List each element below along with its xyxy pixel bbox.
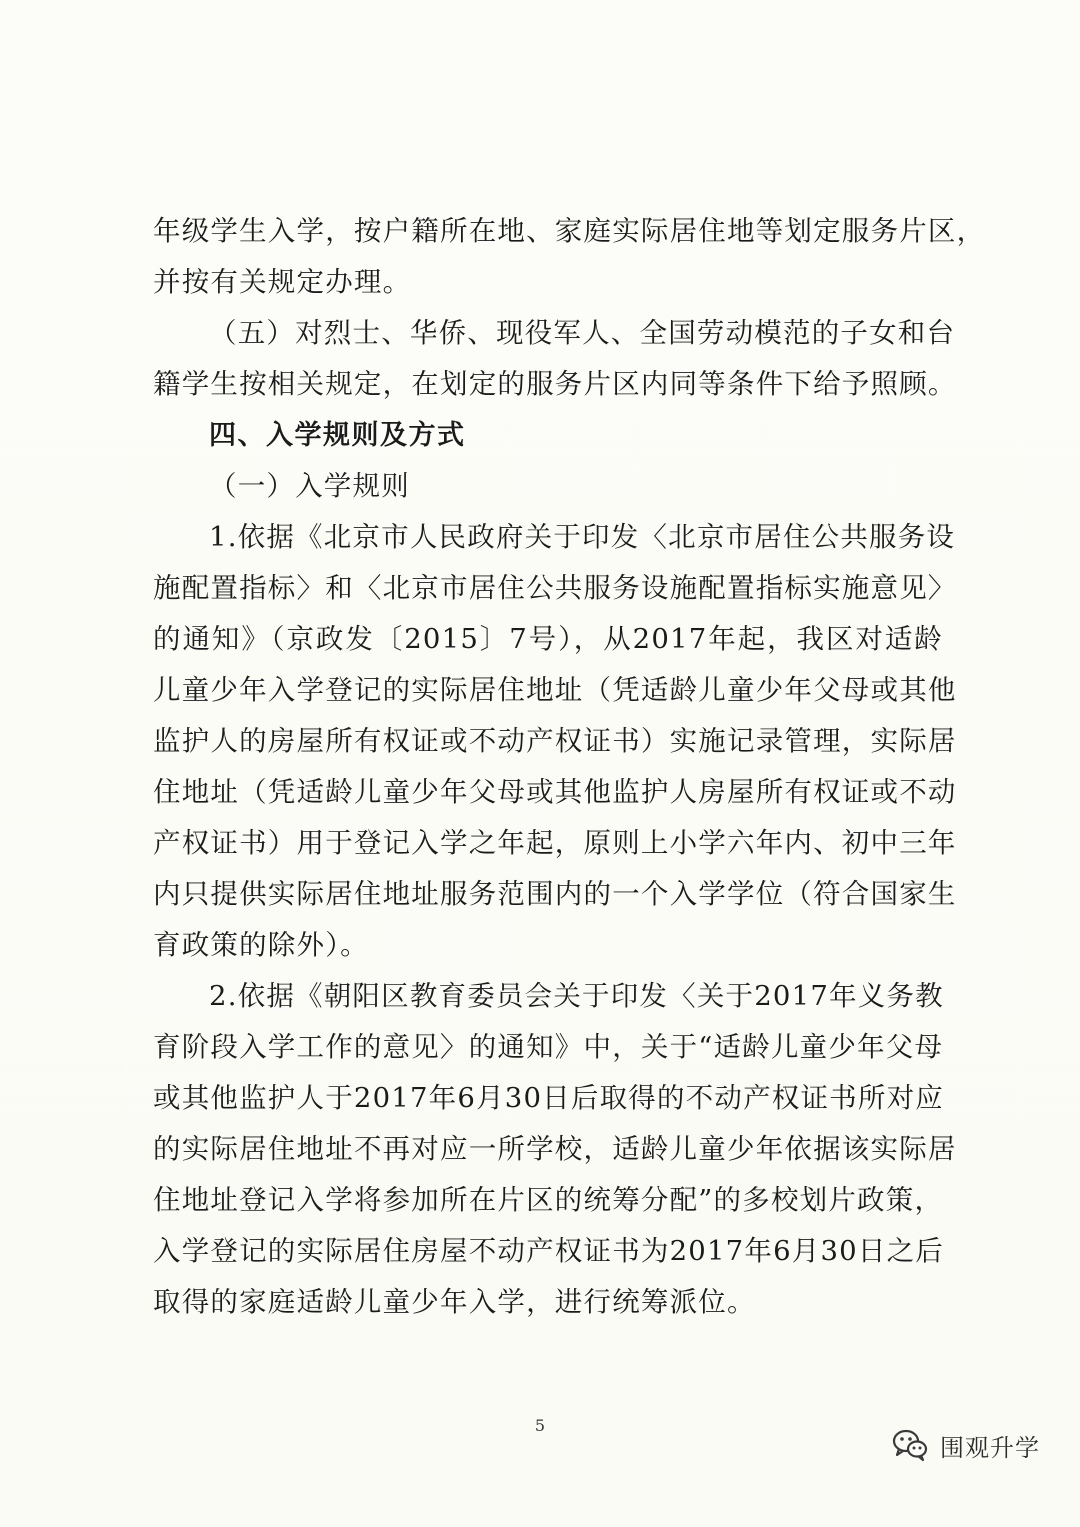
text-line: 年级学生入学，按户籍所在地、家庭实际居住地等划定服务片区，	[153, 215, 986, 247]
text-line: 入学登记的实际居住房屋不动产权证书为2017年6月30日之后	[153, 1235, 944, 1267]
text-line: 住地址（凭适龄儿童少年父母或其他监护人房屋所有权证或不动	[153, 776, 957, 808]
text-line: 2.依据《朝阳区教育委员会关于印发〈关于2017年义务教	[209, 980, 944, 1012]
document-body	[153, 206, 986, 1328]
text-line: 籍学生按相关规定，在划定的服务片区内同等条件下给予照顾。	[153, 368, 957, 400]
page-number: 5	[534, 1416, 546, 1435]
section-heading: 四、入学规则及方式	[209, 420, 466, 451]
text-line: 的通知》（京政发〔2015〕7号），从2017年起，我区对适龄	[153, 623, 943, 655]
text-line: （一）入学规则	[209, 470, 410, 502]
text-line: 监护人的房屋所有权证或不动产权证书）实施记录管理，实际居	[153, 725, 957, 757]
text-line: 施配置指标〉和〈北京市居住公共服务设施配置指标实施意见〉	[153, 572, 957, 604]
watermark-text: 围观升学	[940, 1433, 1040, 1462]
text-line: 儿童少年入学登记的实际居住地址（凭适龄儿童少年父母或其他	[153, 674, 957, 706]
wechat-icon	[890, 1425, 930, 1465]
text-line: 或其他监护人于2017年6月30日后取得的不动产权证书所对应	[153, 1082, 944, 1114]
text-line: 育阶段入学工作的意见〉的通知》中，关于“适龄儿童少年父母	[153, 1031, 944, 1063]
text-line: 并按有关规定办理。	[153, 266, 412, 298]
text-line: 育政策的除外）。	[153, 929, 369, 961]
text-line: 住地址登记入学将参加所在片区的统筹分配”的多校划片政策，	[153, 1184, 944, 1216]
text-line: （五）对烈士、华侨、现役军人、全国劳动模范的子女和台	[209, 317, 956, 349]
text-line: 产权证书）用于登记入学之年起，原则上小学六年内、初中三年	[153, 827, 957, 859]
text-line: 的实际居住地址不再对应一所学校，适龄儿童少年依据该实际居	[153, 1133, 957, 1165]
text-line: 内只提供实际居住地址服务范围内的一个入学学位（符合国家生	[153, 878, 957, 910]
watermark	[890, 1425, 1040, 1465]
text-line: 1.依据《北京市人民政府关于印发〈北京市居住公共服务设	[209, 521, 956, 553]
text-line: 取得的家庭适龄儿童少年入学，进行统筹派位。	[153, 1286, 756, 1318]
